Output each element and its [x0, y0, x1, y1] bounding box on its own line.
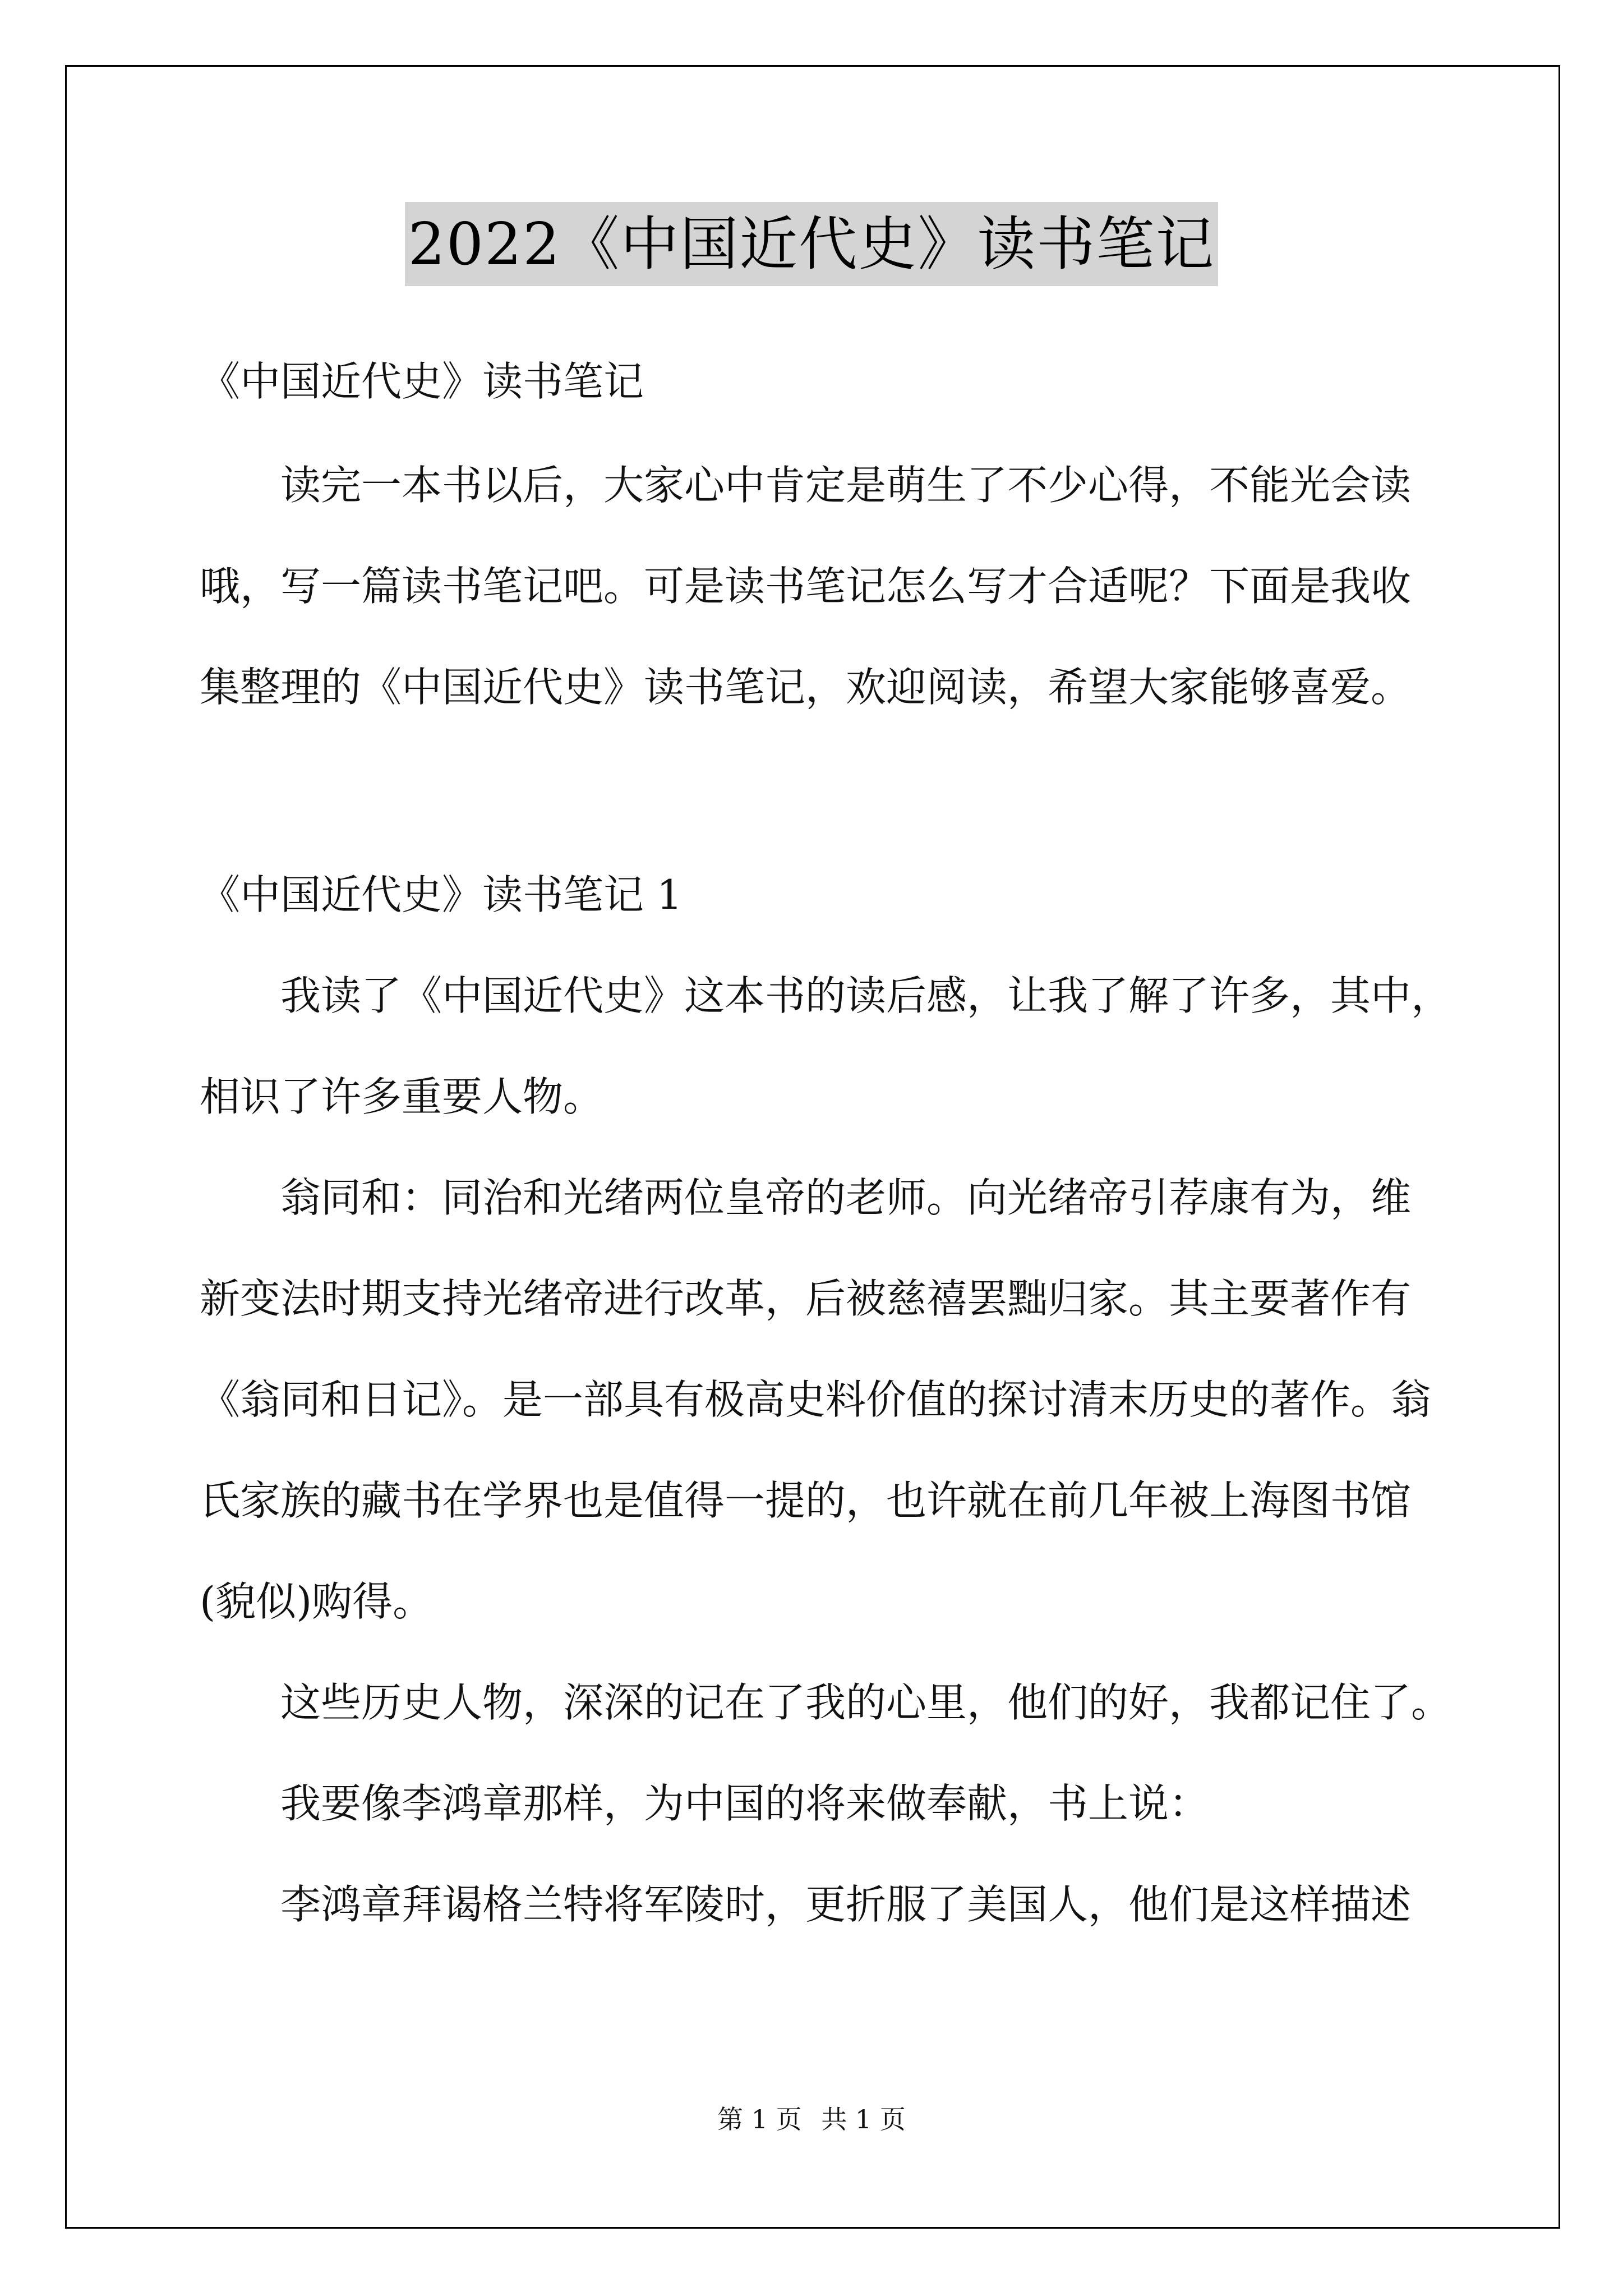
paragraph-line: 翁同和：同治和光绪两位皇帝的老师。向光绪帝引荐康有为，维: [280, 1174, 1412, 1221]
section-heading: 《中国近代史》读书笔记 1: [200, 871, 683, 918]
paragraph-line: 我读了《中国近代史》这本书的读后感，让我了解了许多，其中，: [280, 972, 1452, 1019]
paragraph-line: 集整理的《中国近代史》读书笔记，欢迎阅读，希望大家能够喜爱。: [200, 664, 1412, 711]
paragraph-line: 氏家族的藏书在学界也是值得一提的，也许就在前几年被上海图书馆: [200, 1477, 1412, 1524]
paragraph-line: (貌似)购得。: [200, 1578, 434, 1625]
page-total: 共 1 页: [821, 2104, 906, 2134]
document-title: 2022《中国近代史》读书笔记: [405, 202, 1219, 286]
paragraph-line: 新变法时期支持光绪帝进行改革，后被慈禧罢黜归家。其主要著作有: [200, 1275, 1412, 1322]
page-footer: [0, 2102, 1623, 2136]
paragraph-line: 相识了许多重要人物。: [200, 1073, 604, 1120]
paragraph-line: 这些历史人物，深深的记在了我的心里，他们的好，我都记住了。: [280, 1679, 1452, 1726]
page-number: 第 1 页: [717, 2104, 802, 2134]
paragraph-line: 《翁同和日记》。是一部具有极高史料价值的探讨清末历史的著作。翁: [200, 1376, 1432, 1423]
paragraph-line: 读完一本书以后，大家心中肯定是萌生了不少心得，不能光会读: [280, 462, 1412, 509]
title-container: [0, 202, 1623, 286]
section-heading: 《中国近代史》读书笔记: [200, 358, 644, 405]
paragraph-line: 哦，写一篇读书笔记吧。可是读书笔记怎么写才合适呢？下面是我收: [200, 563, 1412, 610]
paragraph-line: 李鸿章拜谒格兰特将军陵时，更折服了美国人，他们是这样描述: [280, 1881, 1412, 1928]
paragraph-line: 我要像李鸿章那样，为中国的将来做奉献，书上说：: [280, 1780, 1210, 1827]
